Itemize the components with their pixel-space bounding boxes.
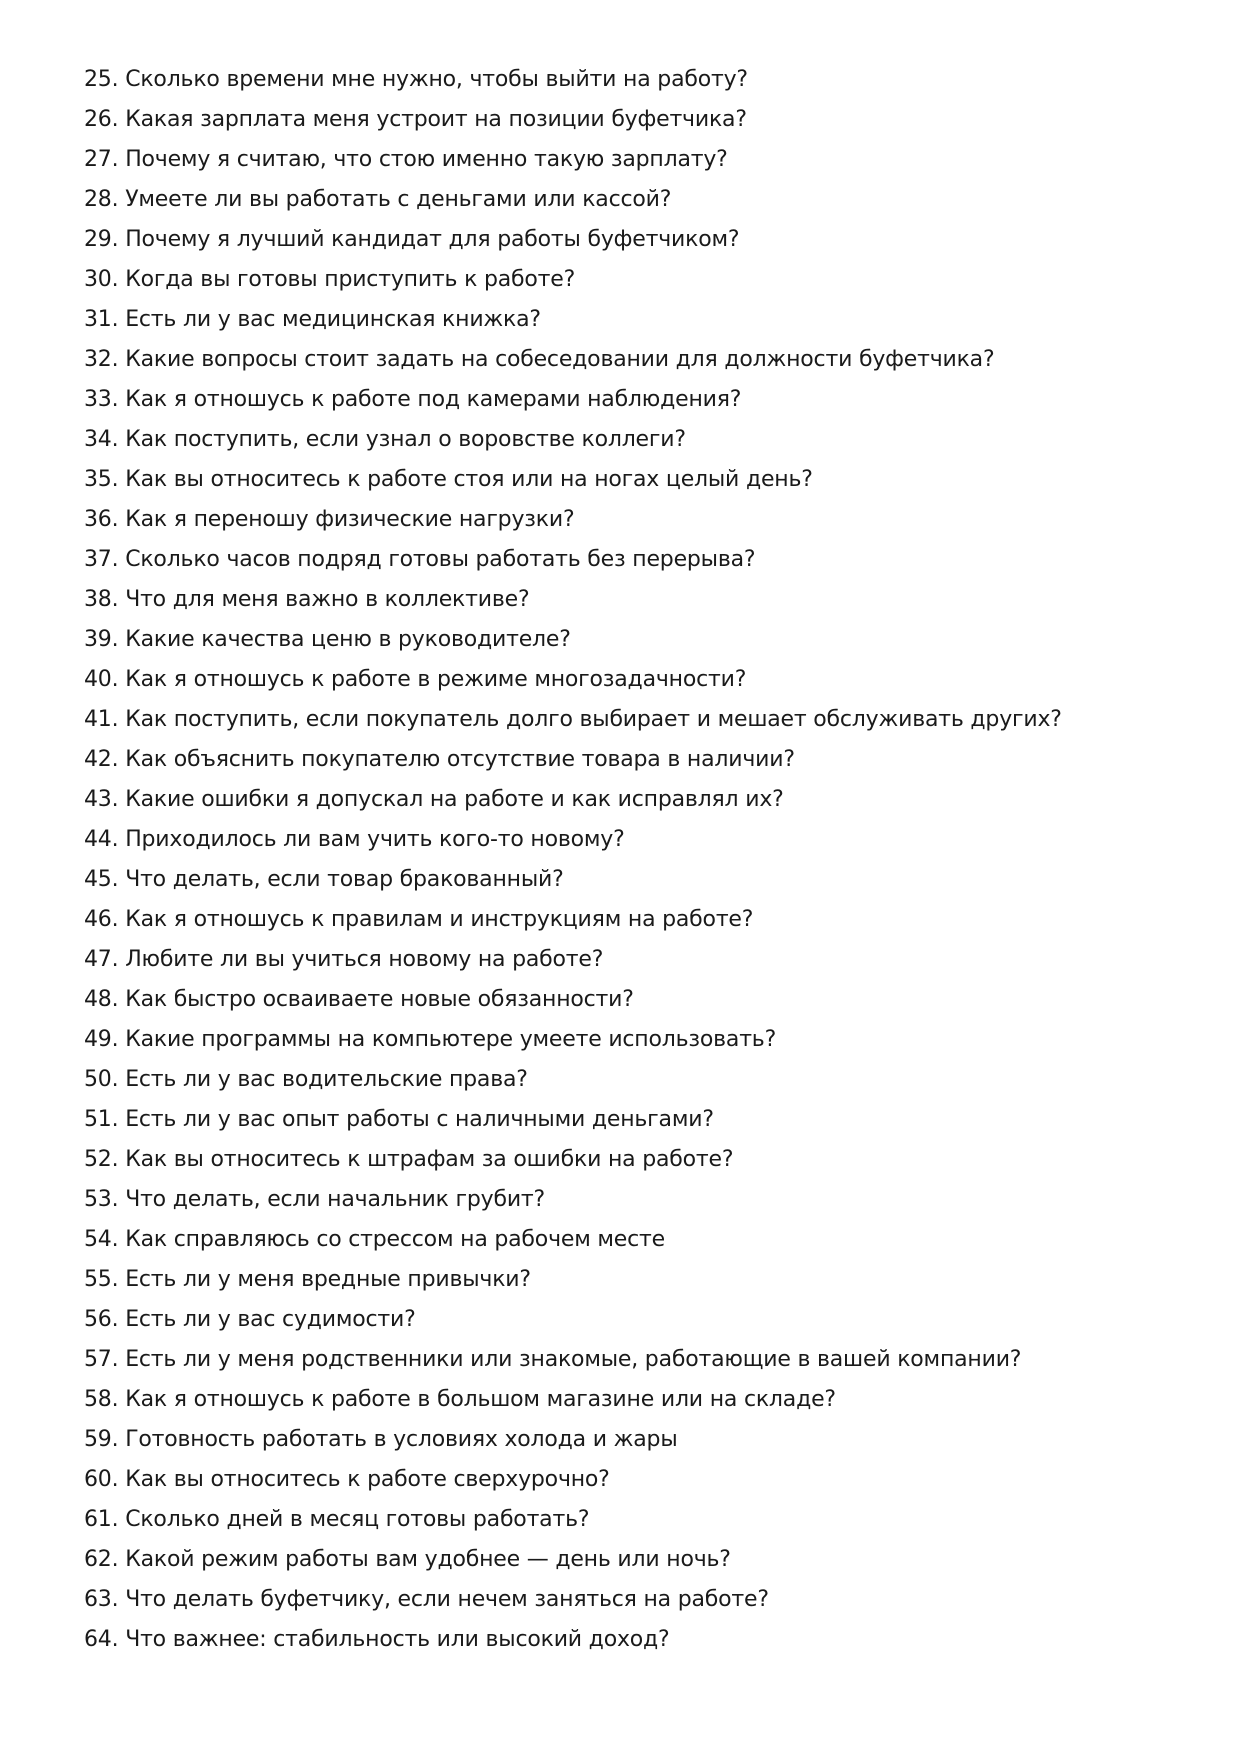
- document-page: [84, 60, 1184, 1660]
- question-number: 42.: [84, 747, 119, 772]
- question-item: [84, 820, 1184, 860]
- question-item: [84, 1020, 1184, 1060]
- question-text: Какие качества ценю в руководителе?: [125, 627, 571, 652]
- question-text: Есть ли у меня вредные привычки?: [125, 1267, 531, 1292]
- question-number: 56.: [84, 1307, 119, 1332]
- question-number: 33.: [84, 387, 119, 412]
- question-item: [84, 340, 1184, 380]
- question-number: 31.: [84, 307, 119, 332]
- question-item: [84, 1180, 1184, 1220]
- question-item: [84, 1500, 1184, 1540]
- question-number: 54.: [84, 1227, 119, 1252]
- question-item: [84, 780, 1184, 820]
- question-number: 50.: [84, 1067, 119, 1092]
- question-item: [84, 660, 1184, 700]
- question-item: [84, 580, 1184, 620]
- question-number: 48.: [84, 987, 119, 1012]
- question-item: [84, 700, 1184, 740]
- question-number: 37.: [84, 547, 119, 572]
- question-item: [84, 380, 1184, 420]
- question-item: [84, 980, 1184, 1020]
- question-number: 53.: [84, 1187, 119, 1212]
- question-text: Что делать, если товар бракованный?: [125, 867, 564, 892]
- question-text: Как справляюсь со стрессом на рабочем месте: [125, 1227, 665, 1252]
- question-number: 41.: [84, 707, 119, 732]
- question-text: Сколько дней в месяц готовы работать?: [125, 1507, 590, 1532]
- question-number: 38.: [84, 587, 119, 612]
- question-text: Как я отношусь к работе под камерами наблюдения?: [125, 387, 742, 412]
- question-number: 64.: [84, 1627, 119, 1652]
- question-item: [84, 1460, 1184, 1500]
- question-item: [84, 140, 1184, 180]
- question-item: [84, 900, 1184, 940]
- question-item: [84, 1100, 1184, 1140]
- question-number: 58.: [84, 1387, 119, 1412]
- question-number: 32.: [84, 347, 119, 372]
- question-number: 55.: [84, 1267, 119, 1292]
- question-number: 51.: [84, 1107, 119, 1132]
- question-item: [84, 220, 1184, 260]
- question-number: 40.: [84, 667, 119, 692]
- question-text: Что важнее: стабильность или высокий доход?: [125, 1627, 670, 1652]
- question-item: [84, 1620, 1184, 1660]
- question-text: Приходилось ли вам учить кого-то новому?: [125, 827, 625, 852]
- question-text: Какие программы на компьютере умеете использовать?: [125, 1027, 777, 1052]
- question-text: Есть ли у вас медицинская книжка?: [125, 307, 541, 332]
- question-number: 47.: [84, 947, 119, 972]
- question-item: [84, 420, 1184, 460]
- question-item: [84, 1420, 1184, 1460]
- question-text: Есть ли у вас судимости?: [125, 1307, 416, 1332]
- question-item: [84, 620, 1184, 660]
- question-text: Что делать, если начальник грубит?: [125, 1187, 546, 1212]
- question-item: [84, 1340, 1184, 1380]
- question-number: 59.: [84, 1427, 119, 1452]
- question-number: 61.: [84, 1507, 119, 1532]
- question-item: [84, 300, 1184, 340]
- question-number: 36.: [84, 507, 119, 532]
- question-item: [84, 1300, 1184, 1340]
- question-item: [84, 60, 1184, 100]
- question-number: 52.: [84, 1147, 119, 1172]
- question-item: [84, 740, 1184, 780]
- question-item: [84, 1220, 1184, 1260]
- question-text: Почему я считаю, что стою именно такую зарплату?: [125, 147, 728, 172]
- question-item: [84, 860, 1184, 900]
- question-item: [84, 1580, 1184, 1620]
- question-number: 45.: [84, 867, 119, 892]
- question-number: 28.: [84, 187, 119, 212]
- question-text: Какие ошибки я допускал на работе и как исправлял их?: [125, 787, 784, 812]
- question-text: Как вы относитесь к работе стоя или на ногах целый день?: [125, 467, 813, 492]
- question-number: 25.: [84, 67, 119, 92]
- question-item: [84, 940, 1184, 980]
- question-item: [84, 1540, 1184, 1580]
- question-item: [84, 540, 1184, 580]
- question-item: [84, 180, 1184, 220]
- question-text: Как поступить, если узнал о воровстве коллеги?: [125, 427, 686, 452]
- question-text: Как объяснить покупателю отсутствие товара в наличии?: [125, 747, 795, 772]
- question-text: Как вы относитесь к штрафам за ошибки на работе?: [125, 1147, 734, 1172]
- question-text: Какой режим работы вам удобнее — день или ночь?: [125, 1547, 731, 1572]
- question-text: Как я отношусь к правилам и инструкциям на работе?: [125, 907, 754, 932]
- question-item: [84, 100, 1184, 140]
- question-text: Сколько часов подряд готовы работать без перерыва?: [125, 547, 756, 572]
- question-text: Как поступить, если покупатель долго выбирает и мешает обслуживать других?: [125, 707, 1062, 732]
- question-text: Умеете ли вы работать с деньгами или кассой?: [125, 187, 672, 212]
- question-number: 63.: [84, 1587, 119, 1612]
- question-text: Что для меня важно в коллективе?: [125, 587, 530, 612]
- question-text: Есть ли у меня родственники или знакомые, работающие в вашей компании?: [125, 1347, 1022, 1372]
- question-item: [84, 1060, 1184, 1100]
- question-item: [84, 1140, 1184, 1180]
- question-number: 27.: [84, 147, 119, 172]
- question-number: 46.: [84, 907, 119, 932]
- question-text: Сколько времени мне нужно, чтобы выйти на работу?: [125, 67, 748, 92]
- question-item: [84, 260, 1184, 300]
- question-number: 35.: [84, 467, 119, 492]
- question-text: Как я отношусь к работе в режиме многозадачности?: [125, 667, 747, 692]
- question-number: 26.: [84, 107, 119, 132]
- question-number: 62.: [84, 1547, 119, 1572]
- question-item: [84, 1380, 1184, 1420]
- question-text: Что делать буфетчику, если нечем заняться на работе?: [125, 1587, 769, 1612]
- question-text: Есть ли у вас опыт работы с наличными деньгами?: [125, 1107, 714, 1132]
- question-number: 43.: [84, 787, 119, 812]
- question-text: Как я переношу физические нагрузки?: [125, 507, 575, 532]
- question-number: 57.: [84, 1347, 119, 1372]
- question-number: 34.: [84, 427, 119, 452]
- question-text: Как быстро осваиваете новые обязанности?: [125, 987, 634, 1012]
- question-item: [84, 500, 1184, 540]
- question-number: 60.: [84, 1467, 119, 1492]
- question-text: Готовность работать в условиях холода и жары: [125, 1427, 678, 1452]
- question-text: Какие вопросы стоит задать на собеседовании для должности буфетчика?: [125, 347, 995, 372]
- question-number: 39.: [84, 627, 119, 652]
- question-item: [84, 1260, 1184, 1300]
- question-text: Как я отношусь к работе в большом магазине или на складе?: [125, 1387, 836, 1412]
- question-number: 30.: [84, 267, 119, 292]
- question-number: 49.: [84, 1027, 119, 1052]
- question-text: Есть ли у вас водительские права?: [125, 1067, 528, 1092]
- question-list: [84, 60, 1184, 1660]
- question-item: [84, 460, 1184, 500]
- question-text: Почему я лучший кандидат для работы буфетчиком?: [125, 227, 740, 252]
- question-text: Когда вы готовы приступить к работе?: [125, 267, 576, 292]
- question-text: Какая зарплата меня устроит на позиции буфетчика?: [125, 107, 747, 132]
- question-text: Как вы относитесь к работе сверхурочно?: [125, 1467, 610, 1492]
- question-number: 29.: [84, 227, 119, 252]
- question-text: Любите ли вы учиться новому на работе?: [125, 947, 604, 972]
- question-number: 44.: [84, 827, 119, 852]
